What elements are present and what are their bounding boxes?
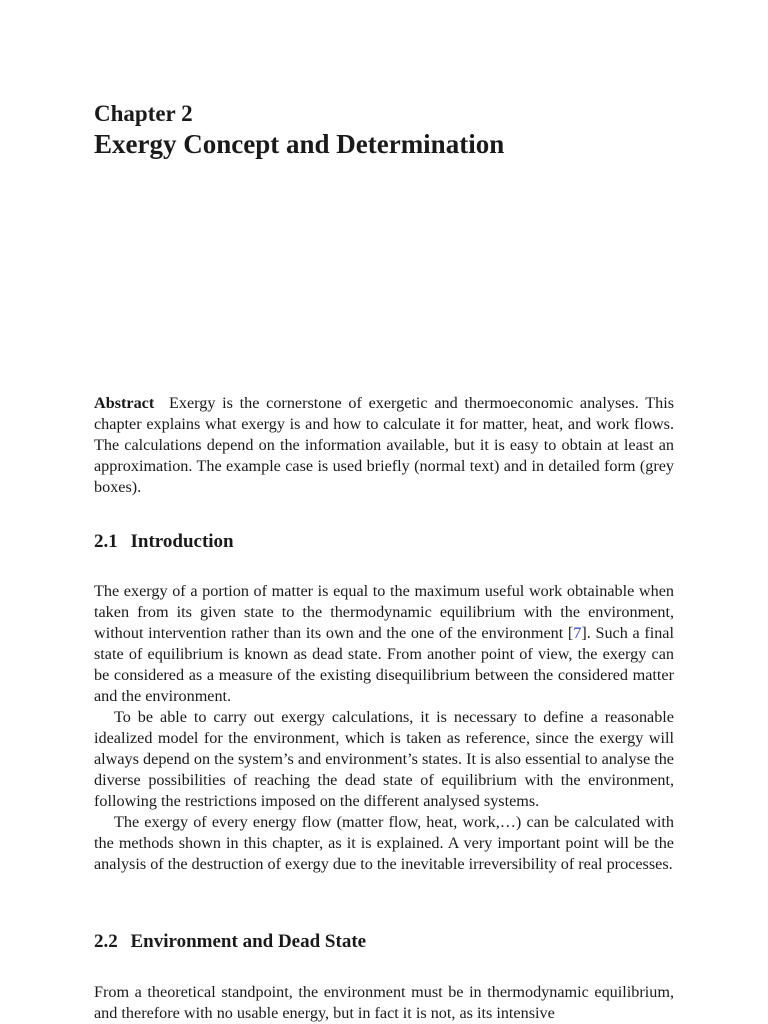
paragraph-text: ]. Such a final state of equilibrium is known as dead state. From another point of view, the exergy can be considered as a measure of the existing disequilibrium between the considered matter and the environment. bbox=[94, 624, 674, 705]
section-body-introduction bbox=[94, 581, 674, 875]
paragraph-text: The exergy of a portion of matter is equal to the maximum useful work obtainable when taken from its given state to the thermodynamic equilibrium with the environment, without intervention rather than its own and the one of the environment [ bbox=[94, 582, 674, 642]
paragraph: To be able to carry out exergy calculations, it is necessary to define a reasonable idealized model for the environment, which is taken as reference, since the exergy will always depend on the system’s and environment’s states. It is also essential to analyse the diverse possibilities of reaching the dead state of equilibrium with the environment, following the restrictions imposed on the different analysed systems. bbox=[94, 708, 674, 810]
section-heading-environment bbox=[94, 930, 366, 954]
section-heading-introduction bbox=[94, 530, 234, 554]
abstract-text: Exergy is the cornerstone of exergetic and thermoeconomic analyses. This chapter explains what exergy is and how to calculate it for matter, heat, and work flows. The calculations depend on the information available, but it is easy to obtain at least an approximation. The example case is used briefly (normal text) and in detailed form (grey boxes). bbox=[94, 394, 674, 496]
section-title: Introduction bbox=[130, 531, 234, 552]
section-title: Environment and Dead State bbox=[130, 931, 367, 952]
paragraph: From a theoretical standpoint, the environment must be in thermodynamic equilibrium, and therefore with no usable energy, but in fact it is not, as its intensive bbox=[94, 983, 674, 1022]
section-number: 2.2 bbox=[94, 931, 118, 952]
abstract-label: Abstract bbox=[94, 394, 155, 412]
abstract bbox=[94, 393, 674, 498]
section-body-environment bbox=[94, 982, 674, 1024]
citation-link[interactable]: 7 bbox=[573, 624, 582, 642]
chapter-label: Chapter 2 bbox=[94, 101, 193, 126]
section-number: 2.1 bbox=[94, 531, 118, 552]
chapter-title: Exergy Concept and Determination bbox=[94, 129, 505, 159]
paragraph: The exergy of every energy flow (matter flow, heat, work,…) can be calculated with the methods shown in this chapter, as it is explained. A very important point will be the analysis of the destruction of exergy due to the inevitable irreversibility of real processes. bbox=[94, 813, 674, 873]
paragraph bbox=[94, 581, 674, 707]
